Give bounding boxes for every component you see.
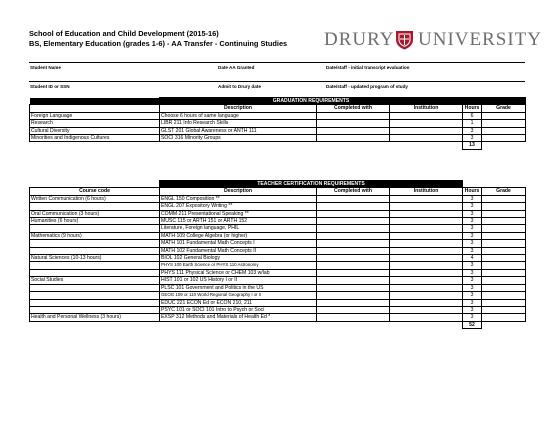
hours-cell: 3 [463,284,482,291]
institution-cell[interactable] [390,292,463,299]
table-row [30,195,526,202]
institution-cell[interactable] [390,299,463,306]
divider-line [29,62,525,63]
grade-cell[interactable] [482,255,526,262]
grade-cell[interactable] [482,210,526,217]
requirement-area [30,262,160,269]
requirement-area [30,247,160,254]
institution-cell[interactable] [390,120,463,127]
table-row [30,240,526,247]
requirement-area [30,240,160,247]
table-row [30,255,526,262]
institution-cell[interactable] [390,210,463,217]
table-row [30,262,526,269]
requirement-area: Oral Communication (3 hours) [30,210,160,217]
institution-cell[interactable] [390,225,463,232]
requirement-area [30,284,160,291]
table-row [30,225,526,232]
total-row [30,321,526,328]
course-description: EXSP 312 Methods and Materials of Health Ed * [160,314,317,321]
course-description: MATH 101 Fundamental Math Concepts I [160,240,317,247]
completed-with-cell[interactable] [317,314,390,321]
date-aa-granted-label: Date AA Granted [218,65,255,70]
table-row [30,210,526,217]
requirement-area: Mathematics (9 hours) [30,232,160,239]
completed-with-cell[interactable] [317,203,390,210]
institution-cell[interactable] [390,195,463,202]
col-grade: Grade [482,105,526,112]
col-grade: Grade [482,188,526,195]
completed-with-cell[interactable] [317,240,390,247]
graduation-requirements-table [29,97,526,150]
col-description: Description [160,188,317,195]
col-hours: Hours [463,188,482,195]
grade-cell[interactable] [482,262,526,269]
hours-cell: 6 [463,112,482,119]
graduation-band-label: GRADUATION REQUIREMENTS [160,98,463,105]
requirement-area: Social Studies [30,277,160,284]
course-description: PLSC 101 Government and Politics in the US [160,284,317,291]
institution-cell[interactable] [390,218,463,225]
table-row [30,284,526,291]
logo-word-university: UNIVERSITY [418,29,542,50]
completed-with-cell[interactable] [317,255,390,262]
institution-cell[interactable] [390,135,463,142]
table-row [30,247,526,254]
institution-cell[interactable] [390,262,463,269]
hours-cell: 3 [463,210,482,217]
hours-cell: 3 [463,225,482,232]
grade-cell[interactable] [482,120,526,127]
course-description: MUSC 115 or ARTH 151 or ARTH 152 [160,218,317,225]
table-row [30,120,526,127]
requirement-area: Minorities and Indigenous Cultures [30,135,160,142]
grade-cell[interactable] [482,127,526,134]
course-description: COMM 211 Presentational Speaking ** [160,210,317,217]
course-description: HIST 101 or 102 US History I or II [160,277,317,284]
course-description: PHYS 111 Physical Science or CHEM 103 w/lab [160,269,317,276]
completed-with-cell[interactable] [317,262,390,269]
table-row [30,277,526,284]
hours-cell: 3 [463,218,482,225]
drury-university-logo [324,29,542,51]
requirement-area: Written Communication (6 hours) [30,195,160,202]
graduation-band [30,98,526,105]
institution-cell[interactable] [390,127,463,134]
course-description: GLST 201 Global Awareness or ANTH 111 [160,127,317,134]
divider-line [29,81,525,82]
col-description: Description [160,105,317,112]
completed-with-cell[interactable] [317,210,390,217]
course-description: GEOG 109 or 110 World Regional Geography I or II [160,292,317,299]
col-completed-with: Completed with [317,105,390,112]
grade-cell[interactable] [482,232,526,239]
completed-with-cell[interactable] [317,195,390,202]
graduation-column-headers [30,105,526,112]
hours-cell: 3 [463,277,482,284]
course-description: BIOL 102 General Biology [160,255,317,262]
updated-program-label: Date/staff - updated program of study [326,84,408,89]
grade-cell[interactable] [482,112,526,119]
completed-with-cell[interactable] [317,218,390,225]
requirement-area: Cultural Diversity [30,127,160,134]
requirement-area [30,225,160,232]
table-row [30,218,526,225]
grade-cell[interactable] [482,135,526,142]
completed-with-cell[interactable] [317,306,390,313]
document-title: School of Education and Child Development (2015-16) [29,29,219,38]
course-description: LIBR 211 Info Research Skills [160,120,317,127]
requirement-area: Health and Personal Wellness (3 hours) [30,314,160,321]
course-description: ENGL 207 Expository Writing ** [160,203,317,210]
completed-with-cell[interactable] [317,225,390,232]
completed-with-cell[interactable] [317,127,390,134]
col-completed-with: Completed with [317,188,390,195]
hours-cell: 3 [463,262,482,269]
grade-cell[interactable] [482,240,526,247]
program-subtitle: BS, Elementary Education (grades 1-6) - AA Transfer - Continuing Studies [29,39,288,48]
grade-cell[interactable] [482,284,526,291]
requirement-area: Research [30,120,160,127]
col-institution: Institution [390,188,463,195]
completed-with-cell[interactable] [317,120,390,127]
hours-cell: 4 [463,255,482,262]
col-hours: Hours [463,105,482,112]
institution-cell[interactable] [390,247,463,254]
student-id-label: Student ID or SSN [30,84,70,89]
institution-cell[interactable] [390,269,463,276]
grade-cell[interactable] [482,225,526,232]
institution-cell[interactable] [390,240,463,247]
hours-cell: 3 [463,195,482,202]
course-description: MATH 109 College Algebra (or higher) [160,232,317,239]
course-description: EDUC 221 ECON Ed or ECON 210, 211 [160,299,317,306]
course-description: MATH 102 Fundamental Math Concepts II [160,247,317,254]
hours-cell: 3 [463,299,482,306]
table-row [30,306,526,313]
hours-cell: 3 [463,135,482,142]
hours-cell: 3 [463,306,482,313]
total-row [30,142,526,149]
completed-with-cell[interactable] [317,135,390,142]
table-row [30,314,526,321]
course-description: ENGL 150 Composition ** [160,195,317,202]
col-course-code: Course code [30,188,160,195]
table-row [30,127,526,134]
completed-with-cell[interactable] [317,112,390,119]
completed-with-cell[interactable] [317,292,390,299]
requirement-area [30,292,160,299]
institution-cell[interactable] [390,255,463,262]
total-hours: 13 [463,142,482,149]
requirement-area [30,299,160,306]
teacher-column-headers [30,188,526,195]
completed-with-cell[interactable] [317,277,390,284]
grade-cell[interactable] [482,247,526,254]
hours-cell: 1 [463,120,482,127]
student-name-label: Student Name [30,65,61,70]
requirement-area: Humanities (6 hours) [30,218,160,225]
institution-cell[interactable] [390,203,463,210]
admit-date-label: Admit to Drury date [218,84,261,89]
hours-cell: 3 [463,314,482,321]
requirement-area: Foreign Language [30,112,160,119]
requirement-area [30,306,160,313]
completed-with-cell[interactable] [317,247,390,254]
requirement-area [30,269,160,276]
crest-icon [395,30,414,50]
initial-evaluation-label: Date/staff - initial transcript evaluation [326,65,410,70]
table-row [30,135,526,142]
grade-cell[interactable] [482,306,526,313]
institution-cell[interactable] [390,112,463,119]
grade-cell[interactable] [482,277,526,284]
requirement-area: Natural Sciences (10-13 hours) [30,255,160,262]
hours-cell: 3 [463,232,482,239]
hours-cell: 3 [463,240,482,247]
institution-cell[interactable] [390,306,463,313]
grade-cell[interactable] [482,203,526,210]
hours-cell: 3 [463,292,482,299]
grade-cell[interactable] [482,314,526,321]
table-row [30,203,526,210]
course-description: PHYS 100 Earth Science or PHYS 110 Astronomy [160,262,317,269]
hours-cell: 3 [463,127,482,134]
grade-cell[interactable] [482,195,526,202]
hours-cell: 3 [463,203,482,210]
course-description: PSYC 101 or SOCI 101 Intro to Psych or Soci [160,306,317,313]
teacher-band-label: TEACHER CERTIFICATION REQUIREMENTS [160,181,463,188]
institution-cell[interactable] [390,284,463,291]
institution-cell[interactable] [390,232,463,239]
institution-cell[interactable] [390,277,463,284]
grade-cell[interactable] [482,299,526,306]
teacher-certification-table [29,180,526,329]
completed-with-cell[interactable] [317,284,390,291]
completed-with-cell[interactable] [317,232,390,239]
table-row [30,269,526,276]
completed-with-cell[interactable] [317,299,390,306]
teacher-band [30,181,526,188]
logo-word-drury: DRURY [324,29,395,50]
hours-cell: 3 [463,247,482,254]
requirement-area [30,203,160,210]
table-row [30,112,526,119]
table-row [30,292,526,299]
institution-cell[interactable] [390,314,463,321]
table-row [30,232,526,239]
grade-cell[interactable] [482,218,526,225]
course-description: SOCI 316 Minority Groups [160,135,317,142]
course-description: Choose 6 hours of same language [160,112,317,119]
total-hours: 52 [463,321,482,328]
hours-cell: 3 [463,269,482,276]
course-description: Literature, Foreign language, PHIL [160,225,317,232]
grade-cell[interactable] [482,269,526,276]
completed-with-cell[interactable] [317,269,390,276]
table-row [30,299,526,306]
col-institution: Institution [390,105,463,112]
grade-cell[interactable] [482,292,526,299]
